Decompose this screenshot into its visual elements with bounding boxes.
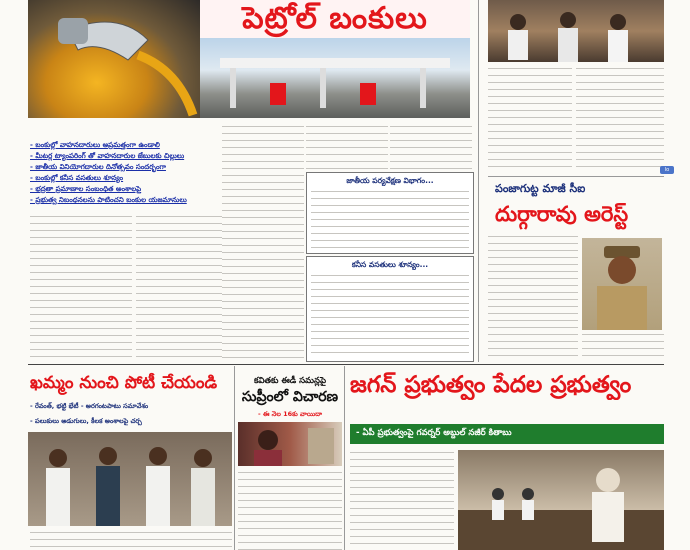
fuel-nozzle-photo [28,0,200,118]
bullet-item: - మీటర్ల ట్యాంపరింగ్ తో వాహనదారుల జేబులకు చిల్లులు [30,152,185,160]
subsection-2-text [311,273,469,357]
assembly-text-right [576,66,664,170]
column-divider [234,366,235,550]
column-divider [344,366,345,550]
jagan-sub-bar [350,424,664,444]
petrol-station-photo [200,38,470,118]
bullet-item: - జాతీయ వినియోగదారుల దినోత్సవం సందర్భంగా [30,163,166,171]
kavitha-photo [238,422,342,466]
jagan-text [350,450,454,550]
officer-photo [582,238,662,330]
kavitha-headline-1: కవితకు ఈడీ సమన్లపై [253,376,327,386]
people-silhouettes [488,0,664,62]
kavitha-headline-2: సుప్రీంలో విచారణ [241,389,339,405]
right-caption: పంజాగుట్ట మాజీ సీఐ [495,182,586,195]
petrol-bullets [30,140,220,206]
khammam-meeting-photo [28,432,232,526]
station-canopy [200,38,470,118]
assembly-photo [488,0,664,62]
bullet-item: - బంకుల్లో కనీస వసతులు శూన్యం [30,174,124,182]
petrol-body-col-4 [306,124,388,172]
petrol-body-col-5 [390,124,472,172]
subsection-box-2 [306,256,474,362]
kavitha-text [238,470,342,550]
right-headline: దుర్గారావు అరెస్ట్ [495,202,629,226]
nozzle-illustration [28,0,200,118]
jagan-sub-text: - ఏపీ ప్రభుత్వంపై గవర్నర్ అబ్దుల్ నజీర్ కితాబు [356,428,512,438]
online-badge: lo [660,166,674,174]
petrol-body-col-1 [30,214,132,360]
arrest-text-bottom [582,332,664,360]
kavitha-portrait [238,422,342,466]
arrest-text [488,234,578,360]
subsection-1-text [311,189,469,249]
subsection-1-title: జాతీయ పర్యవేక్షణ విభాగం... [346,176,434,185]
bullet-item: - బంకుల్లో వాహనదారులు అప్రమత్తంగా ఉండాలి [30,141,160,149]
subsection-box-1 [306,172,474,254]
khammam-sub-2: - పలుకులు అడుగులు, కీలక అంశాలపై చర్చ [30,417,142,425]
section-divider [488,176,664,177]
bullet-item: - భద్రతా ప్రమాణాల సంబంధిత అంశాలపై [30,185,142,193]
column-divider [478,0,479,362]
petrol-body-col-3 [222,124,304,360]
assembly-text-left [488,66,572,170]
kavitha-sub: - ఈ నెల 16కు వాయిదా [257,410,322,418]
jagan-headline: జగన్ ప్రభుత్వం పేదల ప్రభుత్వం [350,372,632,398]
assembly-hall [458,450,664,550]
governor-photo [458,450,664,550]
subsection-2-title: కనీస వసతులు శూన్యం... [351,260,429,269]
petrol-headline: పెట్రోల్ బంకులు [200,0,470,38]
khammam-headline: ఖమ్మం నుంచి పోటీ చేయండి [30,373,218,393]
khammam-text [30,530,232,550]
khammam-sub-1: - రేవంత్, భట్టి భేటీ - అరగంటపాటు సమావేశం [30,402,149,410]
meeting-people [28,432,232,526]
bullet-item: - ప్రభుత్వ నిబంధనలను పాటించని బంకుల యజమానులు [30,196,187,204]
officer-silhouette [582,238,662,330]
page-divider [28,364,664,365]
petrol-body-col-2 [136,214,222,360]
